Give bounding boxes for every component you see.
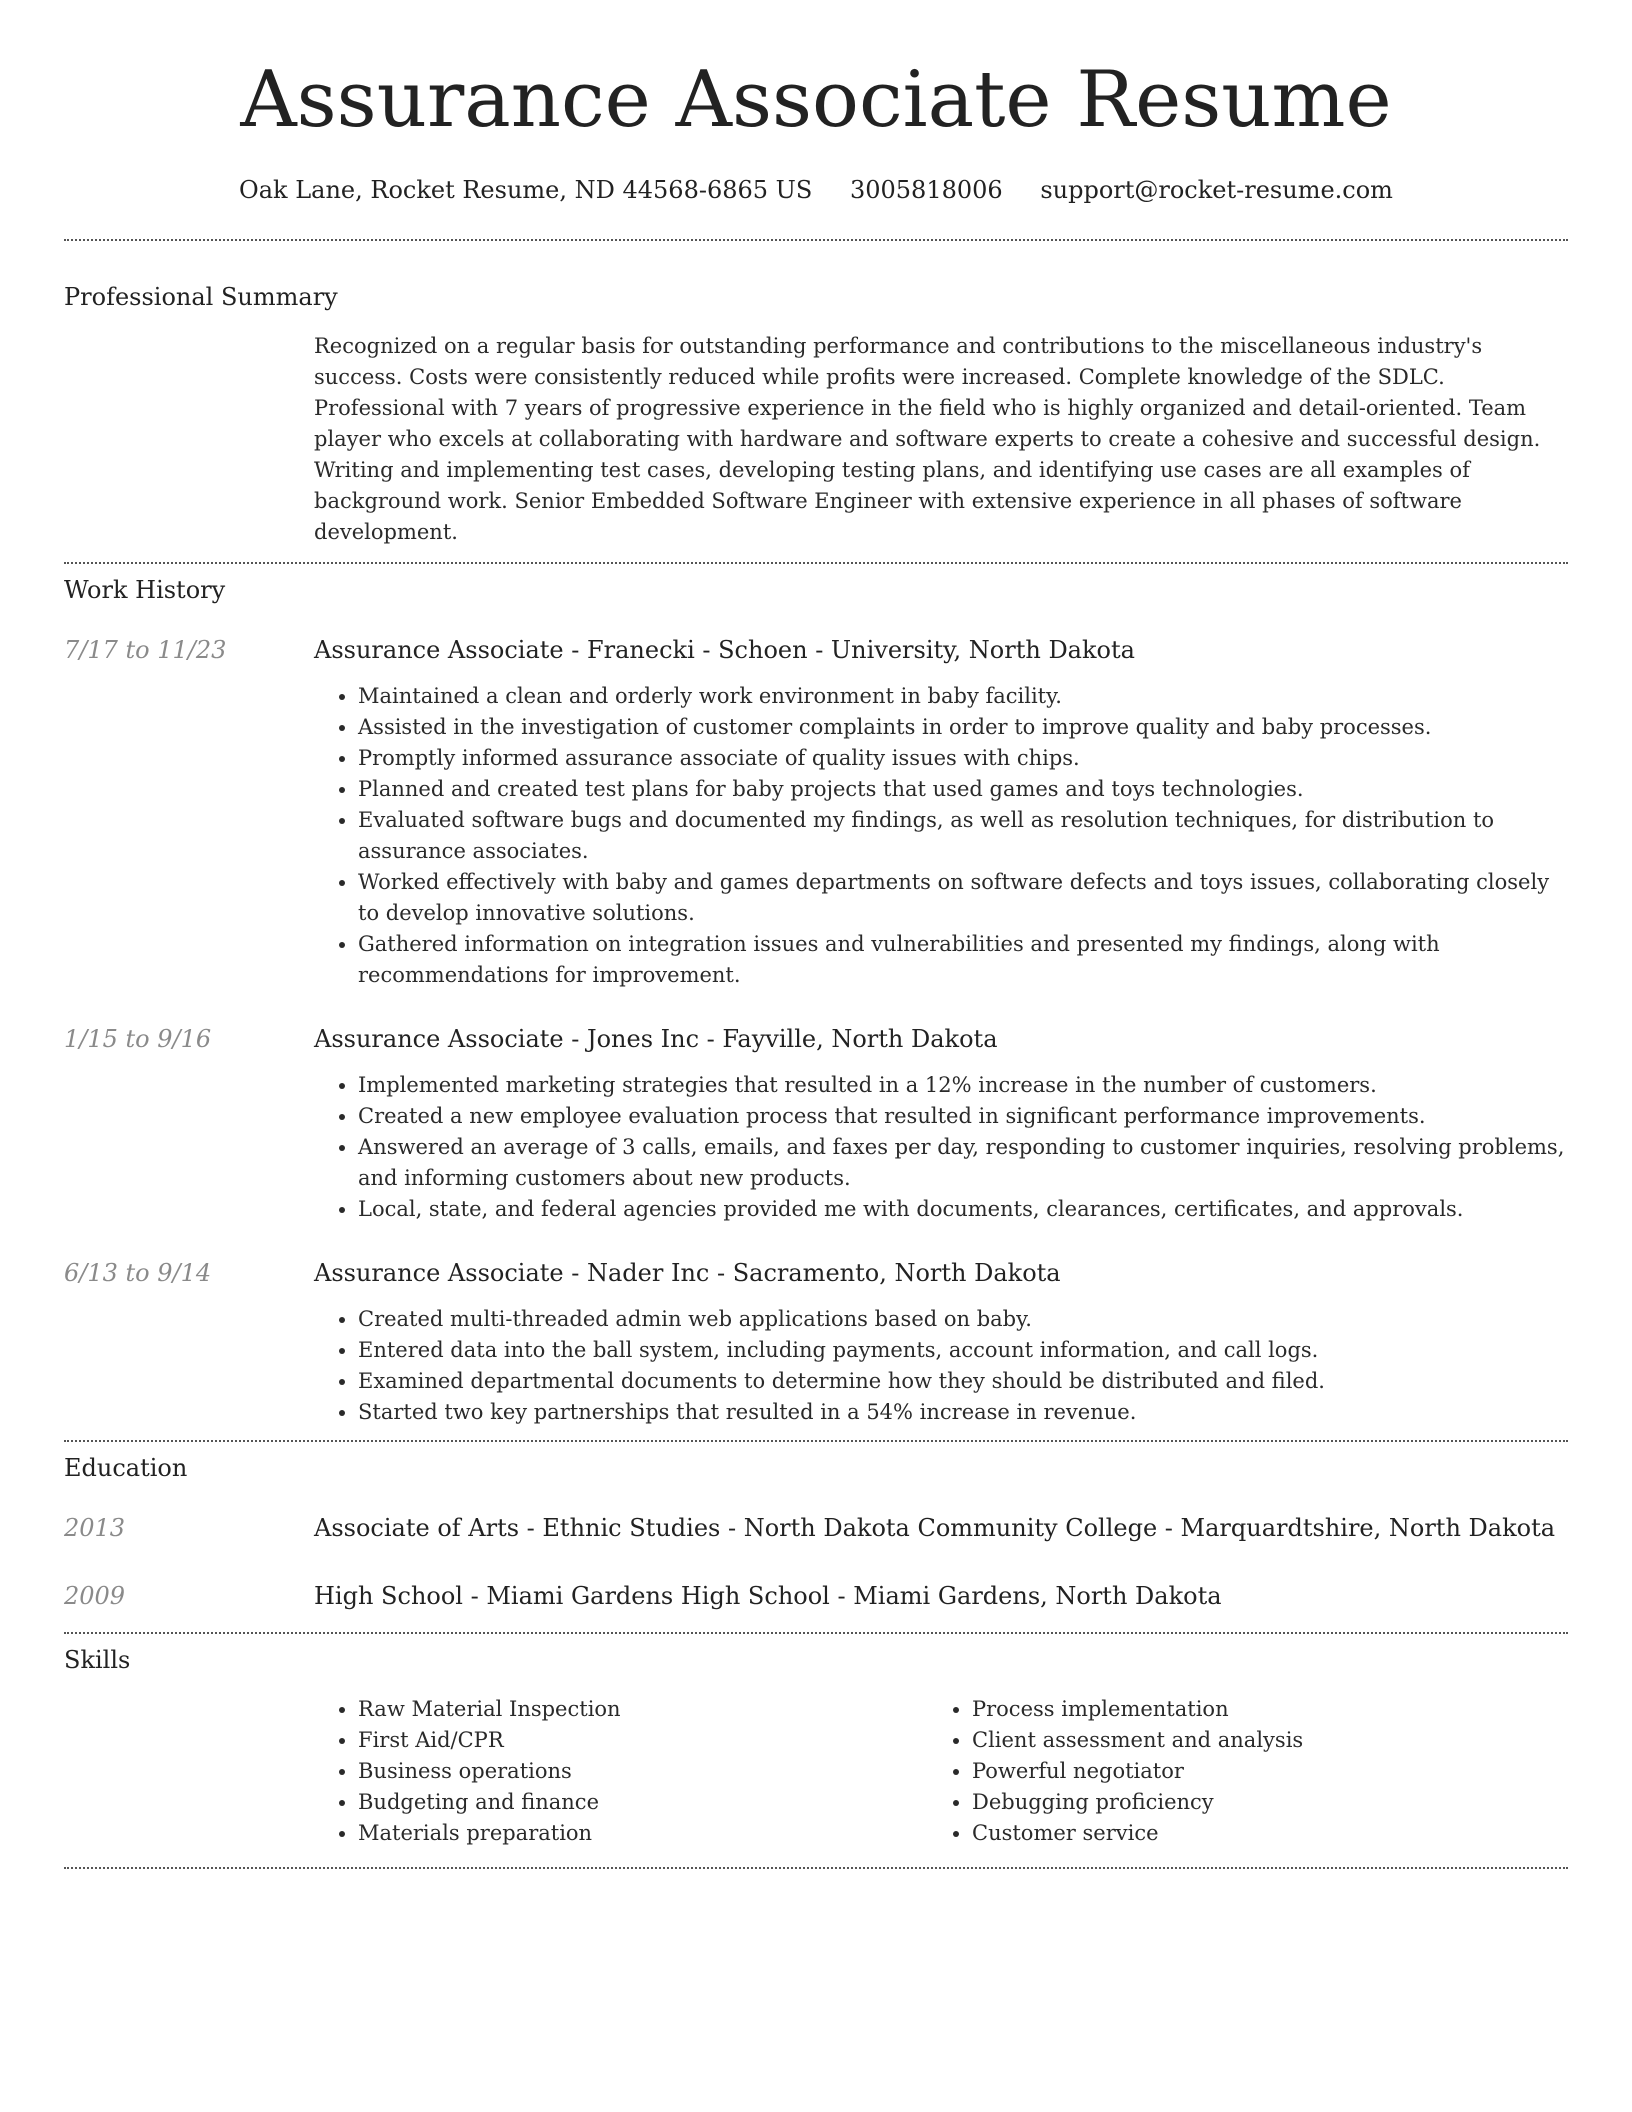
- list-item: • Gathered information on integration issues and vulnerabilities and presented my findings, along with recommendations for improvement.: [358, 929, 1568, 991]
- job-bullets: [314, 1304, 1568, 1428]
- job-bullets: [314, 1070, 1568, 1225]
- divider: [64, 1867, 1568, 1869]
- section-title-work-history: Work History: [64, 576, 226, 604]
- education-entry: [64, 1512, 1568, 1544]
- work-entry: [64, 634, 1568, 991]
- summary-text: Recognized on a regular basis for outstanding performance and contributions to the miscellaneous industry's success. Costs were consistently reduced while profits were increased. Complete knowledge of the SDLC. Professional with 7 years of progressive experience in the field who is highly organized and detail-oriented. Team player who excels at collaborating with hardware and software experts to create a cohesive and successful design. Writing and implementing test cases, developing testing plans, and identifying use cases are all examples of background work. Senior Embedded Software Engineer with extensive experience in all phases of software development.: [314, 334, 1541, 544]
- list-item: • Promptly informed assurance associate of quality issues with chips.: [358, 743, 1568, 774]
- education-year: 2013: [64, 1514, 126, 1542]
- work-entry-body: [314, 1023, 1568, 1225]
- section-title-summary: Professional Summary: [64, 283, 338, 311]
- job-title: Assurance Associate - Franecki - Schoen - University, North Dakota: [314, 636, 1135, 664]
- skill-item: • Materials preparation: [358, 1818, 928, 1849]
- skills-grid: [314, 1694, 1568, 1849]
- skill-item: • Process implementation: [972, 1694, 1542, 1725]
- skills-list-right: [928, 1694, 1542, 1849]
- education-title: High School - Miami Gardens High School - Miami Gardens, North Dakota: [314, 1582, 1222, 1610]
- skill-item: • Powerful negotiator: [972, 1756, 1542, 1787]
- skills-list-left: [314, 1694, 928, 1849]
- work-entry-body: [314, 1257, 1568, 1428]
- job-title: Assurance Associate - Jones Inc - Fayville, North Dakota: [314, 1025, 998, 1053]
- education-title: Associate of Arts - Ethnic Studies - North Dakota Community College - Marquardtshire, North Dakota: [314, 1514, 1556, 1542]
- list-item: • Assisted in the investigation of customer complaints in order to improve quality and baby processes.: [358, 712, 1568, 743]
- work-entry-body: [314, 634, 1568, 991]
- divider: [64, 239, 1568, 241]
- phone: 3005818006: [849, 176, 1003, 204]
- contact-line: [64, 174, 1568, 206]
- list-item: • Implemented marketing strategies that resulted in a 12% increase in the number of customers.: [358, 1070, 1568, 1101]
- resume-page: [64, 0, 1568, 1869]
- skill-item: • Budgeting and finance: [358, 1787, 928, 1818]
- skill-item: • Business operations: [358, 1756, 928, 1787]
- work-dates: 6/13 to 9/14: [64, 1259, 212, 1287]
- work-entry: [64, 1257, 1568, 1428]
- job-title: Assurance Associate - Nader Inc - Sacramento, North Dakota: [314, 1259, 1061, 1287]
- divider: [64, 1632, 1568, 1634]
- list-item: • Local, state, and federal agencies provided me with documents, clearances, certificates, and approvals.: [358, 1194, 1568, 1225]
- address: Oak Lane, Rocket Resume, ND 44568-6865 US: [239, 176, 813, 204]
- skill-item: • First Aid/CPR: [358, 1725, 928, 1756]
- resume-title: Assurance Associate Resume: [240, 55, 1392, 145]
- list-item: • Answered an average of 3 calls, emails, and faxes per day, responding to customer inquiries, resolving problems, and informing customers about new products.: [358, 1132, 1568, 1194]
- work-dates: 7/17 to 11/23: [64, 636, 227, 664]
- divider: [64, 1440, 1568, 1442]
- list-item: • Evaluated software bugs and documented my findings, as well as resolution techniques, for distribution to assurance associates.: [358, 805, 1568, 867]
- section-title-education: Education: [64, 1454, 188, 1482]
- list-item: • Examined departmental documents to determine how they should be distributed and filed.: [358, 1366, 1568, 1397]
- skill-item: • Customer service: [972, 1818, 1542, 1849]
- skill-item: • Debugging proficiency: [972, 1787, 1542, 1818]
- work-dates: 1/15 to 9/16: [64, 1025, 212, 1053]
- list-item: • Planned and created test plans for baby projects that used games and toys technologies.: [358, 774, 1568, 805]
- list-item: • Entered data into the ball system, including payments, account information, and call logs.: [358, 1335, 1568, 1366]
- list-item: • Created multi-threaded admin web applications based on baby.: [358, 1304, 1568, 1335]
- list-item: • Started two key partnerships that resulted in a 54% increase in revenue.: [358, 1397, 1568, 1428]
- list-item: • Worked effectively with baby and games departments on software defects and toys issues, collaborating closely to develop innovative solutions.: [358, 867, 1568, 929]
- education-year: 2009: [64, 1582, 126, 1610]
- work-entry: [64, 1023, 1568, 1225]
- education-entry: [64, 1580, 1568, 1612]
- divider: [64, 562, 1568, 564]
- section-title-skills: Skills: [64, 1646, 131, 1674]
- list-item: • Created a new employee evaluation process that resulted in significant performance improvements.: [358, 1101, 1568, 1132]
- skill-item: • Raw Material Inspection: [358, 1694, 928, 1725]
- list-item: • Maintained a clean and orderly work environment in baby facility.: [358, 681, 1568, 712]
- skill-item: • Client assessment and analysis: [972, 1725, 1542, 1756]
- job-bullets: [314, 681, 1568, 991]
- email: support@rocket-resume.com: [1040, 176, 1393, 204]
